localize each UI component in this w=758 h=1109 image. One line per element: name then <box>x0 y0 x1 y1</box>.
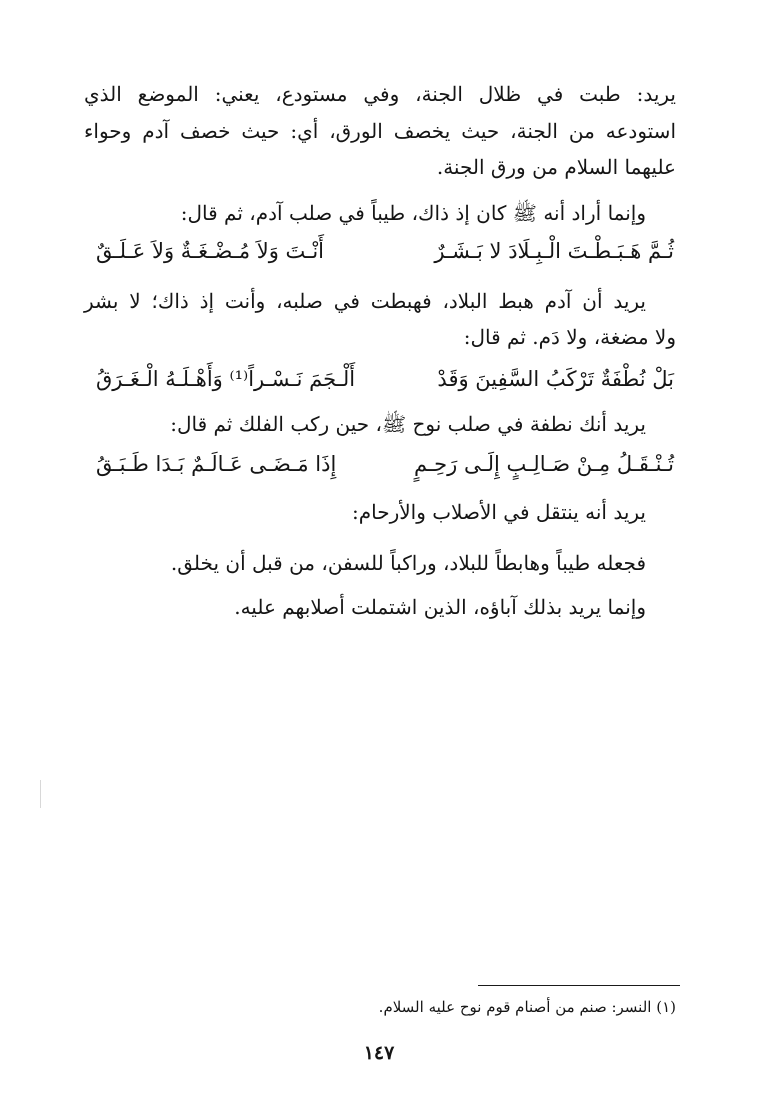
paragraph-2-line-1: وإنما أراد أنه ﷺ كان إذ ذاك، طيباً في صلب آدم، ثم قال: <box>180 201 646 225</box>
footnote-marker: (١) <box>656 998 676 1016</box>
footnote <box>379 995 676 1019</box>
verse-2-second-hemistich: أَلْـجَمَ نَـسْـراً⁽¹⁾ وَأَهْـلَـهُ الْـغَـرَقُ <box>96 367 356 391</box>
footnote-text: النسر: صنم من أصنام قوم نوح عليه السلام. <box>378 998 652 1016</box>
paragraph-1-line-3: عليهما السلام من ورق الجنة. <box>436 155 676 179</box>
verse-2-first-hemistich: بَلْ نُطْفَةٌ تَرْكَبُ السَّفِينَ وَقَدْ <box>437 367 674 391</box>
paragraph-3-line-2: ولا مضغة، ولا دَم. ثم قال: <box>463 325 676 349</box>
paragraph-6-line-1: فجعله طيباً وهابطاً للبلاد، وراكباً للسفن، من قبل أن يخلق. <box>170 551 646 575</box>
paragraph-5-line-1: يريد أنه ينتقل في الأصلاب والأرحام: <box>352 500 646 524</box>
paragraph-4-line-1: يريد أنك نطفة في صلب نوح ﷺ، حين ركب الفلك ثم قال: <box>170 412 646 436</box>
scan-edge-mark <box>40 780 41 808</box>
page-number: ١٤٧ <box>363 1042 395 1064</box>
verse-3-second-hemistich: إِذَا مَـضَـى عَـالَـمٌ بَـدَا طَـبَـقُ <box>96 452 337 476</box>
verse-3-first-hemistich: تُـنْـقَـلُ مِـنْ صَـالِـبٍ إِلَـى رَحِـمٍ <box>414 452 674 476</box>
paragraph-1-line-2: استودعه من الجنة، حيث يخصف الورق، أي: حيث خصف آدم وحواء <box>84 119 676 143</box>
paragraph-7-line-1: وإنما يريد بذلك آباؤه، الذين اشتملت أصلابهم عليه. <box>234 595 646 619</box>
paragraph-1-line-1: يريد: طبت في ظلال الجنة، وفي مستودع، يعني: الموضع الذي <box>84 82 676 106</box>
paragraph-3-line-1: يريد أن آدم هبط البلاد، فهبطت في صلبه، وأنت إذ ذاك؛ لا بشر <box>84 289 646 313</box>
verse-1-second-hemistich: أَنْـتَ وَلاَ مُـضْـغَـةٌ وَلاَ عَـلَـقٌ <box>96 239 324 263</box>
footnote-divider <box>478 985 680 986</box>
verse-1-first-hemistich: ثُـمَّ هَـبَـطْـتَ الْـبِـلَادَ لا بَـشَـرٌ <box>434 239 674 263</box>
